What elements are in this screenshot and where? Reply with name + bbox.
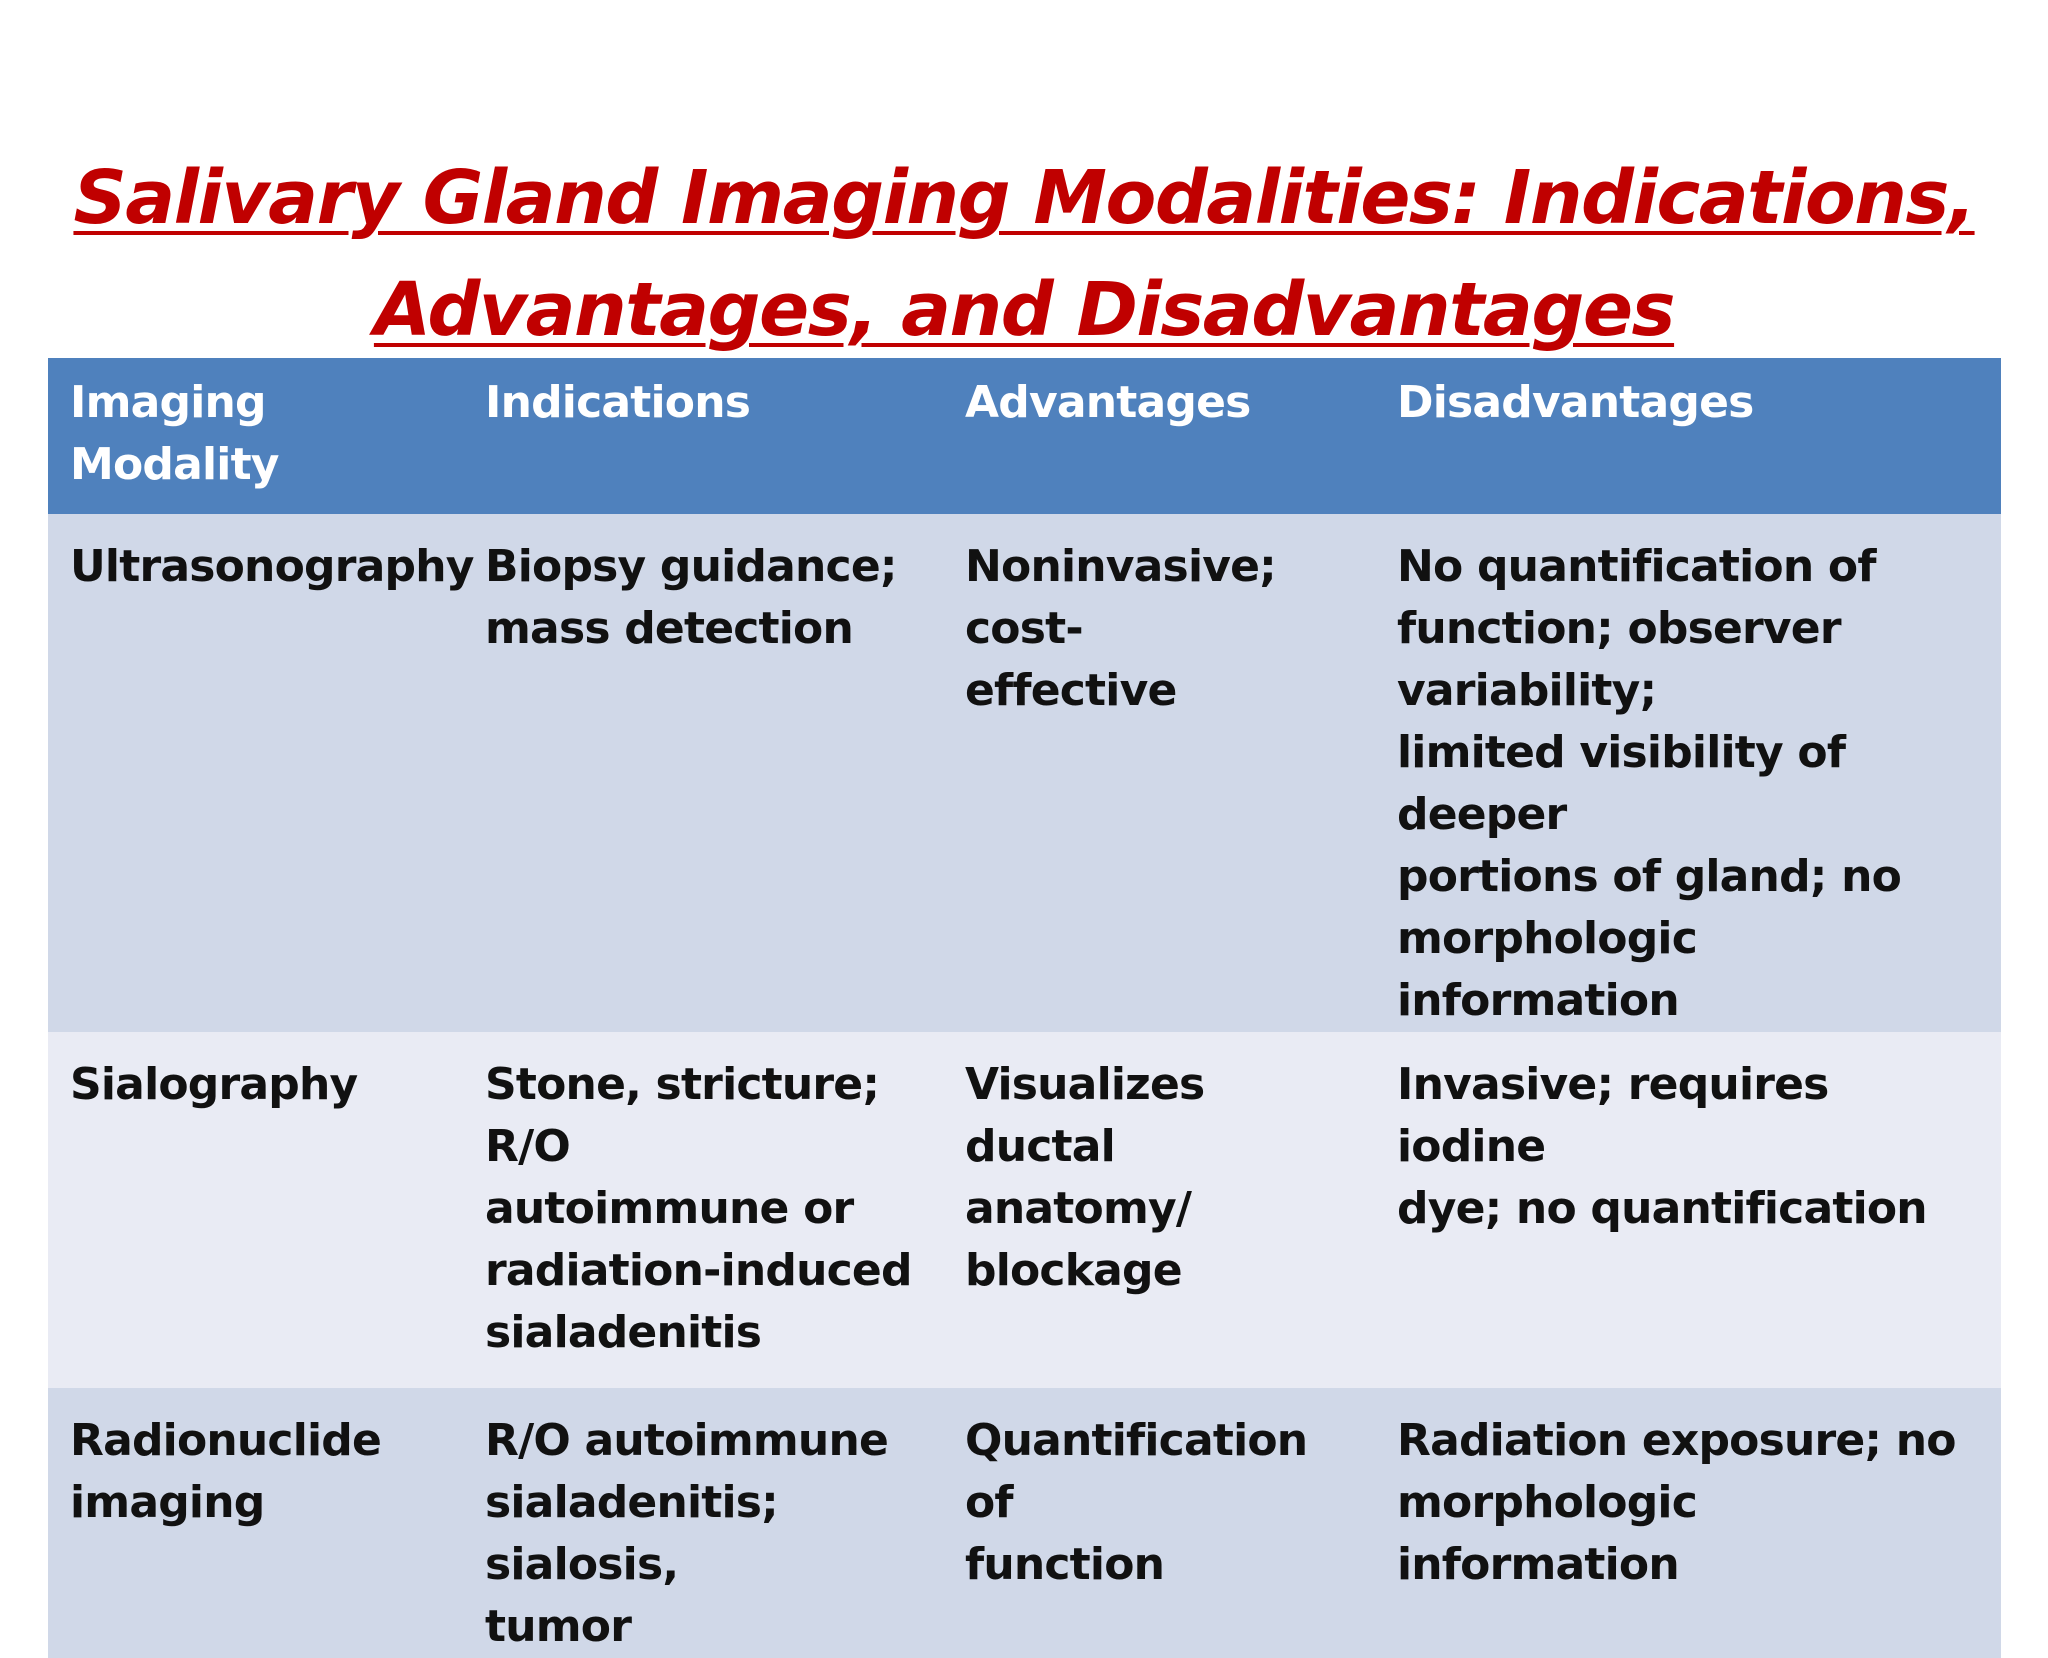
- cell-advantages: Visualizes ductal anatomy/ blockage: [965, 1059, 1205, 1296]
- modalities-table: [48, 358, 2001, 1658]
- cell-disadvantages: Radiation exposure; no morphologic information: [1397, 1415, 1956, 1590]
- cell-indications: Stone, stricture; R/O autoimmune or radiation-induced sialadenitis: [485, 1059, 912, 1358]
- table-row: [48, 1388, 2001, 1658]
- table-header-row: [48, 358, 2001, 514]
- table-row: [48, 514, 2001, 1032]
- slide-title-line-1: Salivary Gland Imaging Modalities: Indications,: [73, 154, 1975, 241]
- cell-disadvantages: No quantification of function; observer variability; limited visibility of deeper portions of gland; no morphologic information: [1397, 541, 1902, 1026]
- cell-modality: Sialography: [70, 1059, 358, 1110]
- slide-title-line-2: Advantages, and Disadvantages: [373, 266, 1675, 353]
- header-imaging-modality: Imaging Modality: [70, 377, 279, 490]
- header-indications: Indications: [485, 377, 751, 428]
- cell-indications: Biopsy guidance; mass detection: [485, 541, 897, 654]
- header-disadvantages: Disadvantages: [1397, 377, 1754, 428]
- cell-advantages: Quantification of function: [965, 1415, 1308, 1590]
- header-advantages: Advantages: [965, 377, 1251, 428]
- cell-advantages: Noninvasive; cost- effective: [965, 541, 1276, 716]
- cell-indications: R/O autoimmune sialadenitis; sialosis, tumor: [485, 1415, 889, 1652]
- cell-modality: Radionuclide imaging: [70, 1415, 382, 1528]
- table-row: [48, 1032, 2001, 1388]
- cell-modality: Ultrasonography: [70, 541, 474, 592]
- cell-disadvantages: Invasive; requires iodine dye; no quantification: [1397, 1059, 1927, 1234]
- slide-title: [0, 142, 2048, 366]
